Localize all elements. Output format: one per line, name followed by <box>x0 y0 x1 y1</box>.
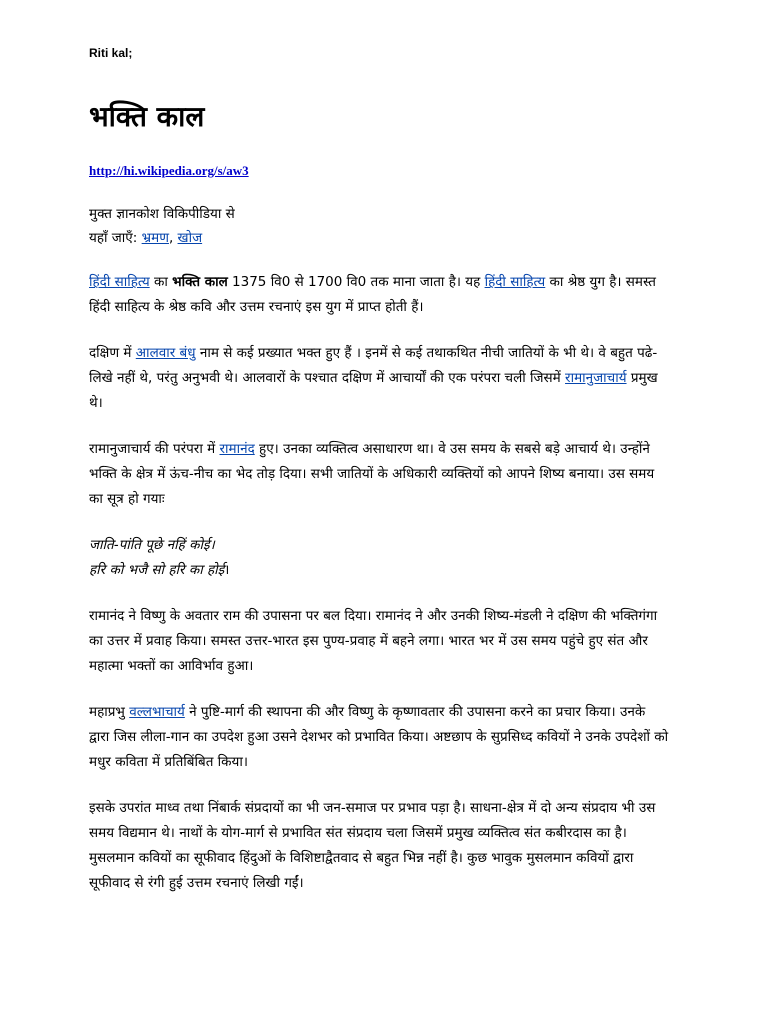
text: ने पुष्टि-मार्ग की स्थापना की और विष्णु के कृष्णावतार की उपासना करने का प्रचार किया। उनके द्वारा जिस लीला-गान का उपदेश हुआ उसने देशभर को प्रभावित किया। अष्टछाप के सुप्रसिध्द कवियों ने उनके उपदेशों को मधुर कविता में प्रतिबिंबित किया। <box>89 704 669 770</box>
from-wikipedia-line: मुक्त ज्ञानकोश विकिपीडिया से <box>89 206 235 222</box>
paragraph-vishnu: रामानंद ने विष्णु के अवतार राम की उपासना पर बल दिया। रामानंद ने और उनकी शिष्य-मंडली ने दक्षिण की भक्तिगंगा का उत्तर में प्रवाह किया। समस्त उत्तर-भारत इस पुण्य-प्रवाह में बहने लगा। भारत भर में उस समय पहुंचे हुए संत और महात्मा भक्तों का आविर्भाव हुआ। <box>89 608 658 674</box>
bold-term: भक्ति काल <box>172 274 228 290</box>
verse-quote <box>89 533 669 583</box>
page-title: भक्ति काल <box>89 100 205 133</box>
link-ramanand[interactable]: रामानंद <box>219 441 255 457</box>
paragraph-intro <box>89 270 669 320</box>
header-note: Riti kal; <box>89 46 133 60</box>
search-link[interactable]: खोज <box>177 230 203 246</box>
link-vallabhacharya[interactable]: वल्लभाचार्य <box>129 704 185 720</box>
text: हुए। उनका व्यक्तित्व असाधारण था। वे उस समय के सबसे बड़े आचार्य थे। उन्होंने भक्ति के क्षेत्र में ऊंच-नीच का भेद तोड़ दिया। सभी जातियों के अधिकारी व्यक्तियों को आपने शिष्य बनाया। उस समय का सूत्र हो गयाः <box>89 441 655 507</box>
text: 1375 वि0 से 1700 वि0 तक माना जाता है। यह <box>227 274 485 290</box>
paragraph-vallabh <box>89 700 669 775</box>
paragraph-ramanand <box>89 437 669 512</box>
text: नाम से कई प्रख्यात भक्त हुए हैं । इनमें से कई तथाकथित नीची जातियों के भी थे। वे बहुत पढे-लिखे नहीं थे, परंतु अनुभवी थे। आलवारों के पश्चात दक्षिण में आचार्यों की एक परंपरा चली जिसमें <box>89 345 658 386</box>
separator: , <box>168 230 178 246</box>
paragraph-alvar <box>89 341 669 416</box>
text: दक्षिण में <box>89 345 136 361</box>
verse-line-2-end: । <box>224 562 230 578</box>
jump-to-line <box>89 226 235 250</box>
navigation-link[interactable]: भ्रमण <box>141 230 169 246</box>
verse-line-1: जाति-पांति पूछे नहिं कोई। <box>89 537 215 553</box>
link-hindi-sahitya[interactable]: हिंदी साहित्य <box>89 274 150 290</box>
link-hindi-sahitya-2[interactable]: हिंदी साहित्य <box>484 274 546 290</box>
link-alvar-bandhu[interactable]: आलवार बंधु <box>135 345 196 361</box>
wiki-meta <box>89 202 235 250</box>
verse-line-2: हरि को भजै सो हरि का होई <box>89 562 225 578</box>
text: महाप्रभु <box>89 704 130 720</box>
jump-prefix: यहाँ जाएँ: <box>89 230 138 246</box>
paragraph-sufi: इसके उपरांत माध्व तथा निंबार्क संप्रदायों का भी जन-समाज पर प्रभाव पड़ा है। साधना-क्षेत्र में दो अन्य संप्रदाय भी उस समय विद्यमान थे। नाथों के योग-मार्ग से प्रभावित संत संप्रदाय चला जिसमें प्रमुख व्यक्तित्व संत कबीरदास का है। मुसलमान कवियों का सूफीवाद हिंदुओं के विशिष्टाद्वैतवाद से बहुत भिन्न नहीं है। कुछ भावुक मुसलमान कवियों द्वारा सूफीवाद से रंगी हुई उत्तम रचनाएं लिखी गईं। <box>89 800 656 891</box>
text: प्रमुख थे। <box>89 370 658 411</box>
text: का <box>149 274 173 290</box>
text: का श्रेष्ठ युग है। समस्त हिंदी साहित्य के श्रेष्ठ कवि और उत्तम रचनाएं इस युग में प्राप्त होती हैं। <box>89 274 656 315</box>
text: रामानुजाचार्य की परंपरा में <box>89 441 220 457</box>
link-ramanujacharya[interactable]: रामानुजाचार्य <box>565 370 627 386</box>
source-url-link[interactable]: http://hi.wikipedia.org/s/aw3 <box>89 163 249 178</box>
